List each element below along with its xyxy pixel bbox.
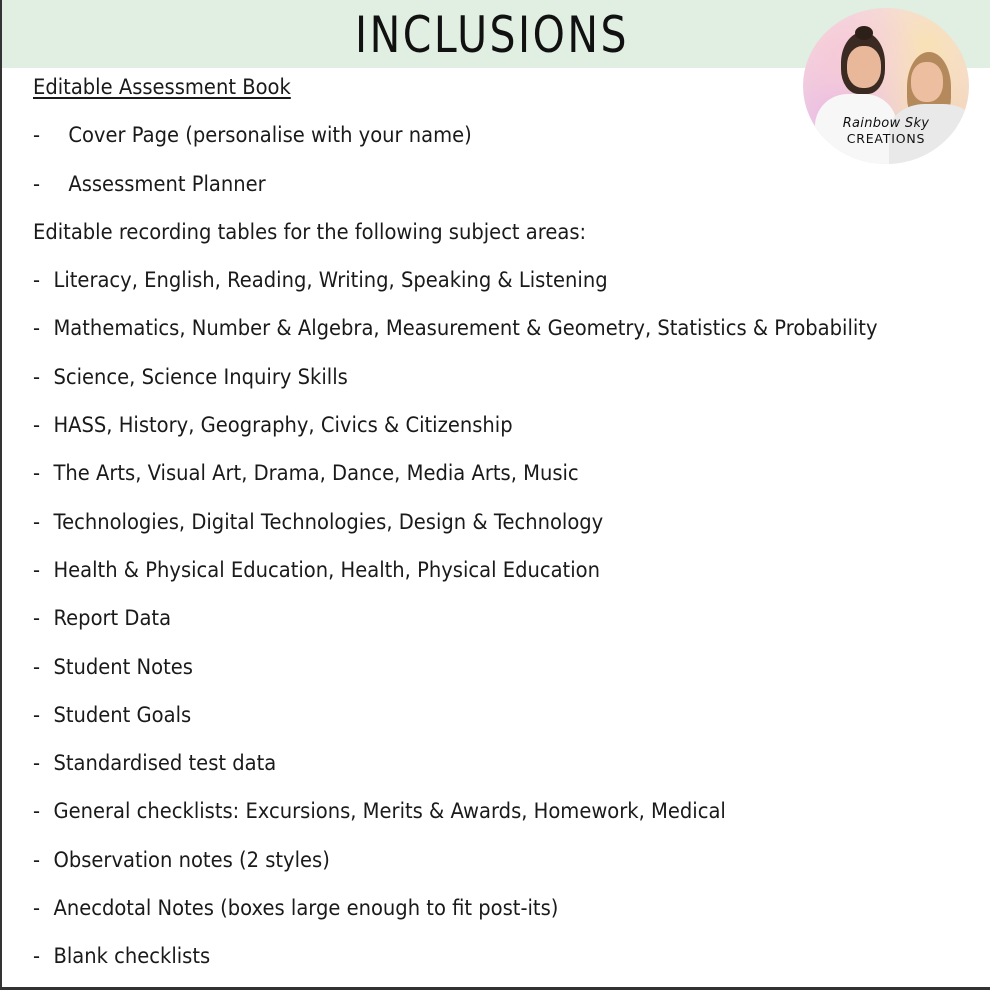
dash-bullet: - (33, 944, 41, 969)
subject-item-text: Standardised test data (53, 751, 277, 776)
subject-item (33, 263, 907, 311)
dash-bullet: - (33, 606, 41, 631)
dash-bullet: - (33, 461, 41, 486)
subject-item-text: Literacy, English, Reading, Writing, Speaking & Listening (53, 268, 608, 293)
subject-item-text: The Arts, Visual Art, Drama, Dance, Media Arts, Music (53, 461, 579, 486)
book-item (33, 167, 907, 215)
dash-bullet: - (33, 847, 41, 872)
subject-item (33, 311, 907, 359)
subject-item-text: Student Goals (53, 702, 192, 727)
subject-item (33, 456, 907, 504)
book-item-text: Assessment Planner (68, 171, 266, 196)
section-heading: Editable Assessment Book (33, 75, 291, 99)
dash-bullet: - (33, 316, 41, 341)
subject-item (33, 408, 907, 456)
subject-item-text: Report Data (53, 606, 172, 631)
dash-bullet: - (33, 509, 41, 534)
dash-bullet: - (33, 557, 41, 582)
inclusions-content (33, 70, 973, 988)
subject-item (33, 794, 907, 842)
subject-item (33, 698, 907, 746)
dash-bullet: - (33, 364, 41, 389)
dash-bullet: - (33, 171, 41, 196)
dash-bullet: - (33, 896, 41, 921)
subject-item (33, 650, 907, 698)
dash-bullet: - (33, 123, 41, 148)
subject-item-text: HASS, History, Geography, Civics & Citizenship (53, 413, 513, 438)
subject-item-text: Health & Physical Education, Health, Physical Education (53, 557, 600, 582)
dash-bullet: - (33, 751, 41, 776)
intro-text: Editable recording tables for the following subject areas: (33, 219, 587, 244)
subject-item (33, 891, 907, 939)
subject-item (33, 601, 907, 649)
dash-bullet: - (33, 654, 41, 679)
subject-item-text: Science, Science Inquiry Skills (53, 364, 348, 389)
subject-item (33, 746, 907, 794)
dash-bullet: - (33, 799, 41, 824)
section-heading-row (33, 70, 907, 118)
subject-item-text: Mathematics, Number & Algebra, Measurement & Geometry, Statistics & Probability (53, 316, 878, 341)
subject-item-text: Student Notes (53, 654, 193, 679)
book-item-text: Cover Page (personalise with your name) (68, 123, 472, 148)
dash-bullet: - (33, 268, 41, 293)
subject-item-text: Anecdotal Notes (boxes large enough to fit post-its) (53, 896, 559, 921)
subject-item (33, 553, 907, 601)
book-item (33, 118, 907, 166)
subject-item (33, 843, 907, 891)
subject-item (33, 939, 907, 987)
subject-item-text: Blank checklists (53, 944, 211, 969)
logo-text-line-2: CREATIONS (846, 131, 926, 146)
page-title: INCLUSIONS (355, 6, 629, 64)
subject-item (33, 505, 907, 553)
subject-item-text: General checklists: Excursions, Merits & Awards, Homework, Medical (53, 799, 726, 824)
subject-item-text: Observation notes (2 styles) (53, 847, 330, 872)
dash-bullet: - (33, 413, 41, 438)
logo-photo-person-1-bun (855, 26, 873, 40)
logo-text-line-1: Rainbow Sky (842, 116, 930, 131)
subject-item-text: Technologies, Digital Technologies, Design & Technology (53, 509, 604, 534)
dash-bullet: - (33, 702, 41, 727)
subject-item (33, 360, 907, 408)
